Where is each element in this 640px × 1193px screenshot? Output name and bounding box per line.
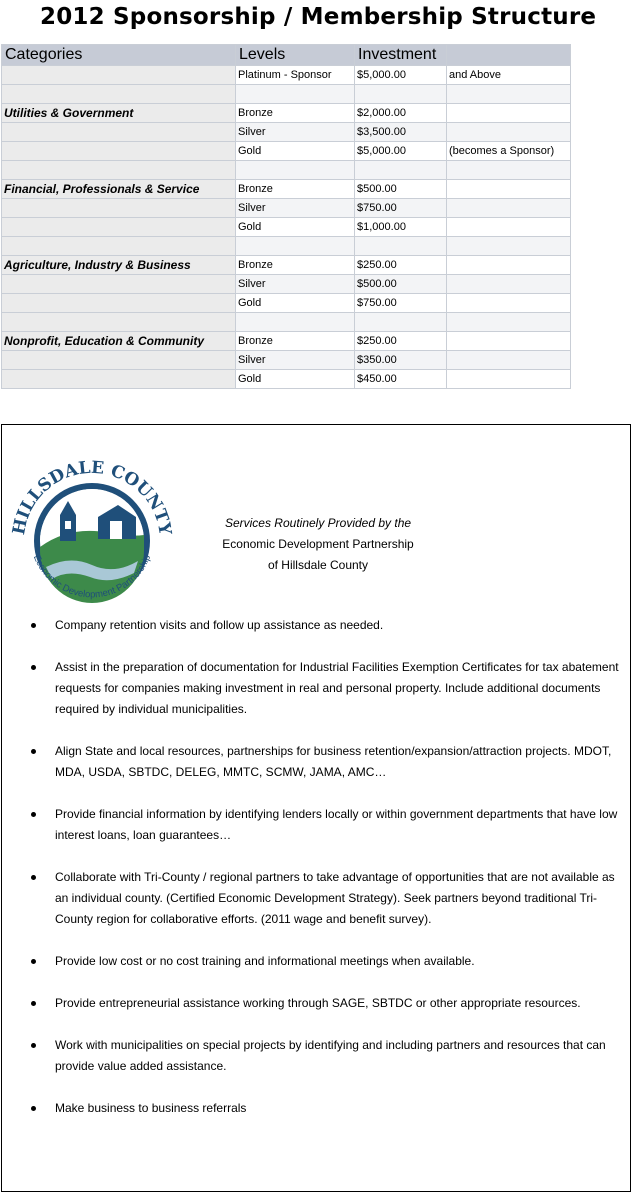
hillsdale-county-logo xyxy=(10,455,174,619)
list-item-text: Assist in the preparation of documentation for Industrial Facilities Exemption Certificates for tax abatement requests for companies making investment in real and personal property. Include additional documents required by individual municipalities. xyxy=(55,660,619,716)
level-cell xyxy=(236,313,355,332)
services-heading xyxy=(198,513,438,576)
table-row xyxy=(2,199,571,218)
investment-cell: $250.00 xyxy=(355,256,447,275)
investment-cell: $350.00 xyxy=(355,351,447,370)
table-row xyxy=(2,66,571,85)
note-cell xyxy=(447,256,571,275)
list-item xyxy=(28,741,628,783)
table-row xyxy=(2,332,571,351)
category-cell xyxy=(2,123,236,142)
bullet-icon xyxy=(31,623,36,628)
investment-cell: $1,000.00 xyxy=(355,218,447,237)
note-cell xyxy=(447,180,571,199)
list-item-text: Company retention visits and follow up assistance as needed. xyxy=(55,618,384,632)
table-row xyxy=(2,294,571,313)
category-cell xyxy=(2,199,236,218)
bullet-icon xyxy=(31,959,36,964)
investment-cell: $2,000.00 xyxy=(355,104,447,123)
investment-cell: $250.00 xyxy=(355,332,447,351)
level-cell: Platinum - Sponsor xyxy=(236,66,355,85)
list-item-text: Make business to business referrals xyxy=(55,1101,247,1115)
level-cell xyxy=(236,161,355,180)
table-row xyxy=(2,85,571,104)
category-cell xyxy=(2,237,236,256)
level-cell: Bronze xyxy=(236,332,355,351)
category-cell xyxy=(2,66,236,85)
table-row xyxy=(2,142,571,161)
category-cell xyxy=(2,275,236,294)
services-org-line-2: of Hillsdale County xyxy=(267,558,369,572)
note-cell xyxy=(447,161,571,180)
list-item-text: Align State and local resources, partnerships for business retention/expansion/attraction projects. MDOT, MDA, USDA, SBTDC, DELEG, MMTC, SCMW, JAMA, AMC… xyxy=(55,744,612,779)
services-list xyxy=(28,615,628,1140)
note-cell xyxy=(447,370,571,389)
table-row xyxy=(2,351,571,370)
note-cell xyxy=(447,199,571,218)
table-row xyxy=(2,313,571,332)
list-item xyxy=(28,1098,628,1119)
note-cell xyxy=(447,218,571,237)
category-cell: Agriculture, Industry & Business xyxy=(2,256,236,275)
bullet-icon xyxy=(31,749,36,754)
investment-cell: $750.00 xyxy=(355,199,447,218)
category-cell xyxy=(2,351,236,370)
level-cell: Silver xyxy=(236,275,355,294)
category-cell xyxy=(2,142,236,161)
note-cell xyxy=(447,85,571,104)
table-header-row xyxy=(2,45,571,66)
category-cell: Utilities & Government xyxy=(2,104,236,123)
services-org-line-1: Economic Development Partnership xyxy=(222,537,414,551)
column-header-investment: Investment xyxy=(355,45,447,66)
bullet-icon xyxy=(31,1001,36,1006)
note-cell xyxy=(447,237,571,256)
table-body xyxy=(2,66,571,389)
bullet-icon xyxy=(31,1043,36,1048)
category-cell xyxy=(2,218,236,237)
column-header-levels: Levels xyxy=(236,45,355,66)
note-cell: and Above xyxy=(447,66,571,85)
level-cell: Bronze xyxy=(236,180,355,199)
note-cell xyxy=(447,332,571,351)
category-cell xyxy=(2,370,236,389)
category-cell xyxy=(2,313,236,332)
investment-cell: $500.00 xyxy=(355,180,447,199)
level-cell xyxy=(236,237,355,256)
category-cell: Financial, Professionals & Service xyxy=(2,180,236,199)
category-cell: Nonprofit, Education & Community xyxy=(2,332,236,351)
level-cell: Silver xyxy=(236,199,355,218)
list-item xyxy=(28,615,628,636)
level-cell: Bronze xyxy=(236,256,355,275)
note-cell xyxy=(447,313,571,332)
list-item-text: Provide low cost or no cost training and informational meetings when available. xyxy=(55,954,475,968)
bullet-icon xyxy=(31,665,36,670)
list-item xyxy=(28,867,628,930)
investment-cell xyxy=(355,85,447,104)
list-item-text: Provide entrepreneurial assistance working through SAGE, SBTDC or other appropriate resources. xyxy=(55,996,581,1010)
list-item-text: Work with municipalities on special projects by identifying and including partners and resources that can provide value added assistance. xyxy=(55,1038,606,1073)
investment-cell: $450.00 xyxy=(355,370,447,389)
category-cell xyxy=(2,85,236,104)
column-header-categories: Categories xyxy=(2,45,236,66)
list-item-text: Collaborate with Tri-County / regional partners to take advantage of opportunities that are not available as an individual county. (Certified Economic Development Strategy). Seek partners beyond traditional Tri-County region for collaborative efforts. (2011 wage and benefit survey). xyxy=(55,870,615,926)
list-item xyxy=(28,657,628,720)
level-cell: Gold xyxy=(236,370,355,389)
investment-cell: $500.00 xyxy=(355,275,447,294)
table-row xyxy=(2,237,571,256)
investment-cell: $5,000.00 xyxy=(355,142,447,161)
logo-top-text: HILLSDALE COUNTY xyxy=(10,457,174,537)
investment-cell xyxy=(355,161,447,180)
table-row xyxy=(2,370,571,389)
list-item xyxy=(28,951,628,972)
investment-cell: $750.00 xyxy=(355,294,447,313)
list-item xyxy=(28,993,628,1014)
level-cell xyxy=(236,85,355,104)
structure-table xyxy=(1,44,571,389)
logo-courthouse-window xyxy=(65,521,71,529)
investment-cell: $5,000.00 xyxy=(355,66,447,85)
note-cell xyxy=(447,104,571,123)
bullet-icon xyxy=(31,812,36,817)
level-cell: Silver xyxy=(236,351,355,370)
table-row xyxy=(2,218,571,237)
column-header-notes xyxy=(447,45,571,66)
note-cell xyxy=(447,275,571,294)
note-cell xyxy=(447,351,571,370)
table-row xyxy=(2,161,571,180)
note-cell xyxy=(447,123,571,142)
level-cell: Bronze xyxy=(236,104,355,123)
level-cell: Gold xyxy=(236,294,355,313)
services-intro: Services Routinely Provided by the xyxy=(224,516,412,530)
category-cell xyxy=(2,161,236,180)
bullet-icon xyxy=(31,875,36,880)
table-row xyxy=(2,180,571,199)
level-cell: Gold xyxy=(236,142,355,161)
logo-bottom-text: Economic Development Partnership xyxy=(30,553,154,601)
table-row xyxy=(2,275,571,294)
list-item-text: Provide financial information by identifying lenders locally or within government departments that have low interest loans, loan guarantees… xyxy=(55,807,618,842)
level-cell: Silver xyxy=(236,123,355,142)
investment-cell xyxy=(355,237,447,256)
category-cell xyxy=(2,294,236,313)
bullet-icon xyxy=(31,1106,36,1111)
list-item xyxy=(28,1035,628,1077)
note-cell: (becomes a Sponsor) xyxy=(447,142,571,161)
table-row xyxy=(2,256,571,275)
note-cell xyxy=(447,294,571,313)
investment-cell xyxy=(355,313,447,332)
investment-cell: $3,500.00 xyxy=(355,123,447,142)
level-cell: Gold xyxy=(236,218,355,237)
page-title: 2012 Sponsorship / Membership Structure xyxy=(40,4,597,30)
list-item xyxy=(28,804,628,846)
services-panel xyxy=(1,424,631,1192)
table-row xyxy=(2,123,571,142)
table-row xyxy=(2,104,571,123)
logo-barn-door xyxy=(110,521,122,539)
